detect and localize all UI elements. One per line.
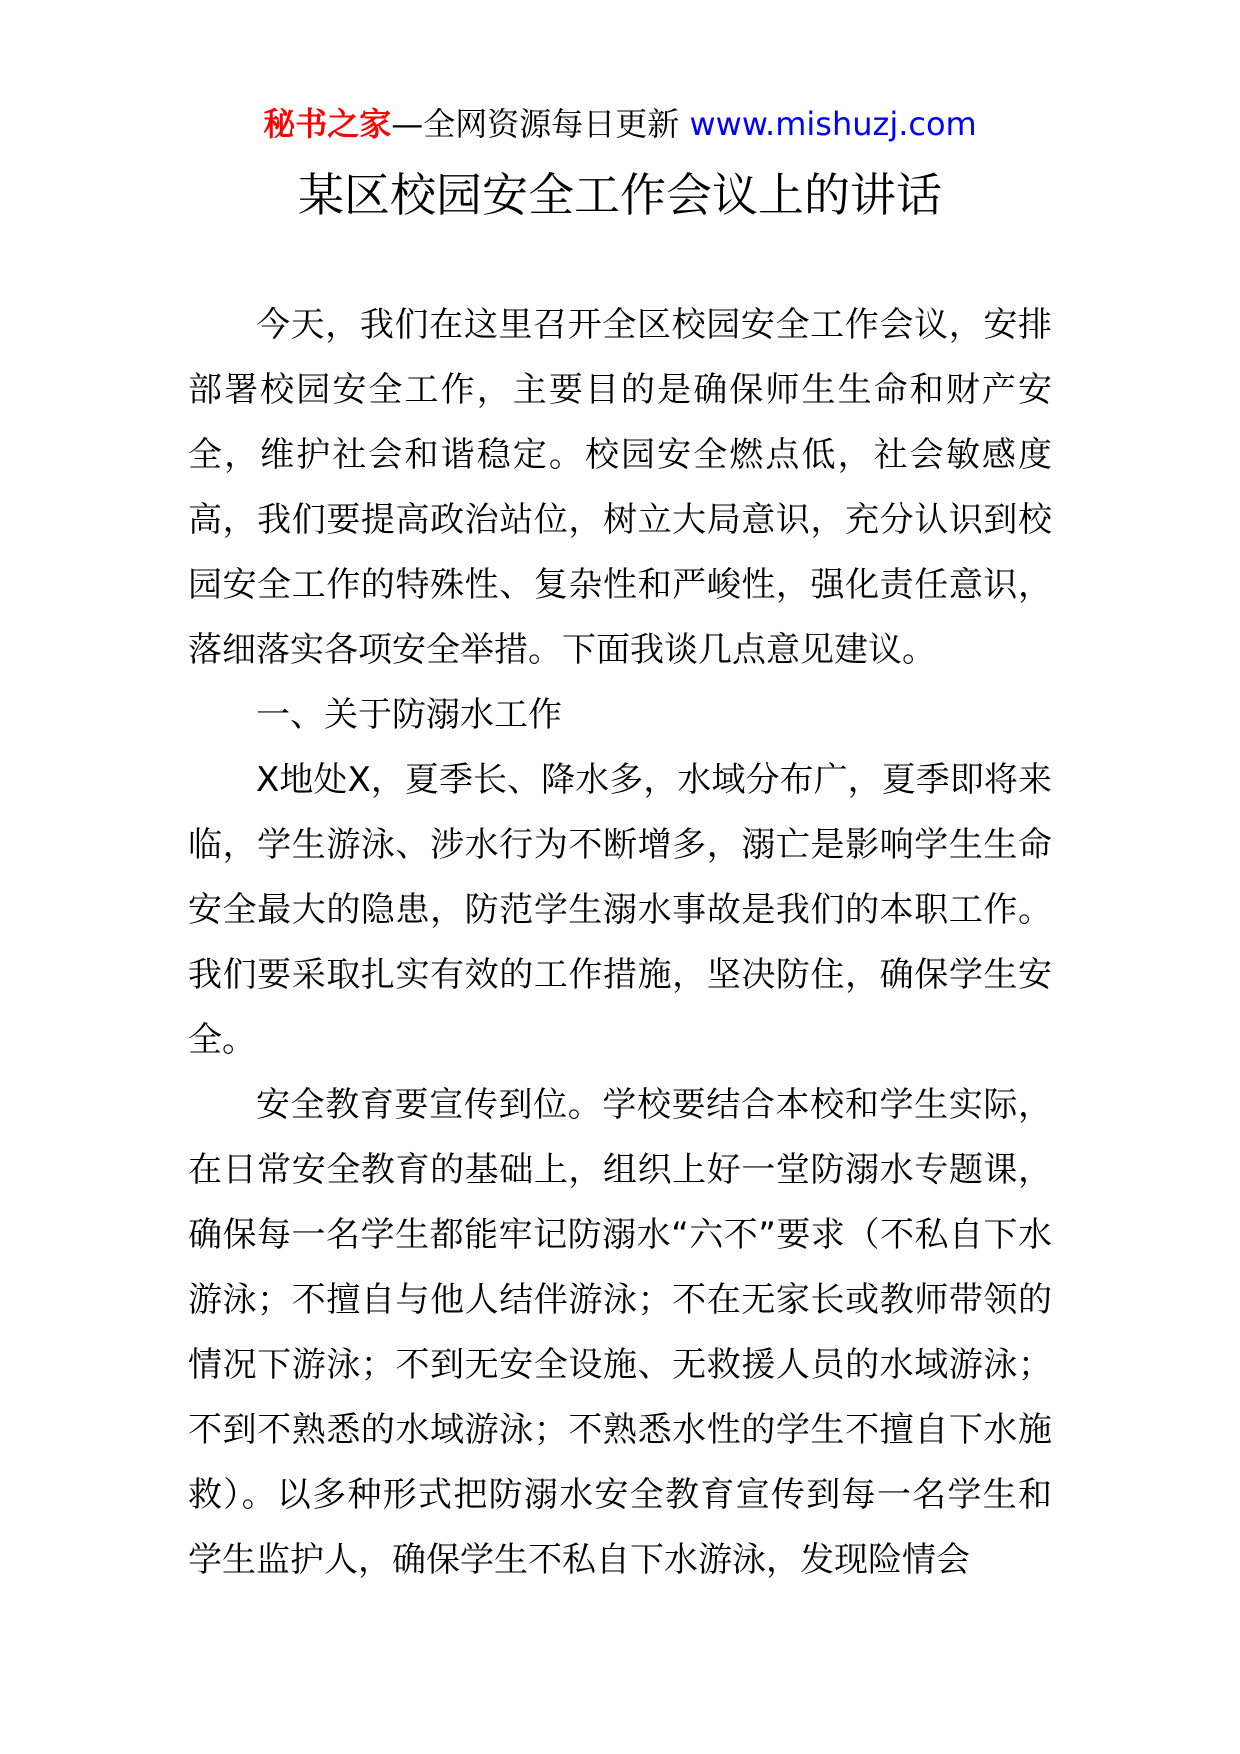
paragraph-education: 安全教育要宣传到位。学校要结合本校和学生实际，在日常安全教育的基础上，组织上好一堂防溺水专题课，确保每一名学生都能牢记防溺水“六不”要求（不私自下水游泳；不擅自与他人结伴游泳；不在无家长或教师带领的情况下游泳；不到无安全设施、无救援人员的水域游泳；不到不熟悉的水域游泳；不熟悉水性的学生不擅自下水施救）。以多种形式把防溺水安全教育宣传到每一名学生和学生监护人，确保学生不私自下水游泳，发现险情会 — [188, 1085, 1052, 1580]
paragraph-background: X地处X，夏季长、降水多，水域分布广，夏季即将来临，学生游泳、涉水行为不断增多，溺亡是影响学生生命安全最大的隐患，防范学生溺水事故是我们的本职工作。我们要采取扎实有效的工作措施，坚决防住，确保学生安全。 — [188, 760, 1052, 1060]
document-body — [188, 293, 1052, 1593]
site-tagline: —全网资源每日更新 — [391, 105, 690, 143]
section-heading: 一、关于防溺水工作 — [256, 695, 562, 735]
document-title: 某区校园安全工作会议上的讲话 — [298, 168, 942, 222]
paragraph-intro: 今天，我们在这里召开全区校园安全工作会议，安排部署校园安全工作，主要目的是确保师生生命和财产安全，维护社会和谐稳定。校园安全燃点低，社会敏感度高，我们要提高政治站位，树立大局意识，充分认识到校园安全工作的特殊性、复杂性和严峻性，强化责任意识，落细落实各项安全举措。下面我谈几点意见建议。 — [188, 305, 1052, 670]
site-url: www.mishuzj.com — [689, 105, 977, 143]
site-header — [0, 100, 1240, 148]
site-brand: 秘书之家 — [263, 105, 392, 143]
